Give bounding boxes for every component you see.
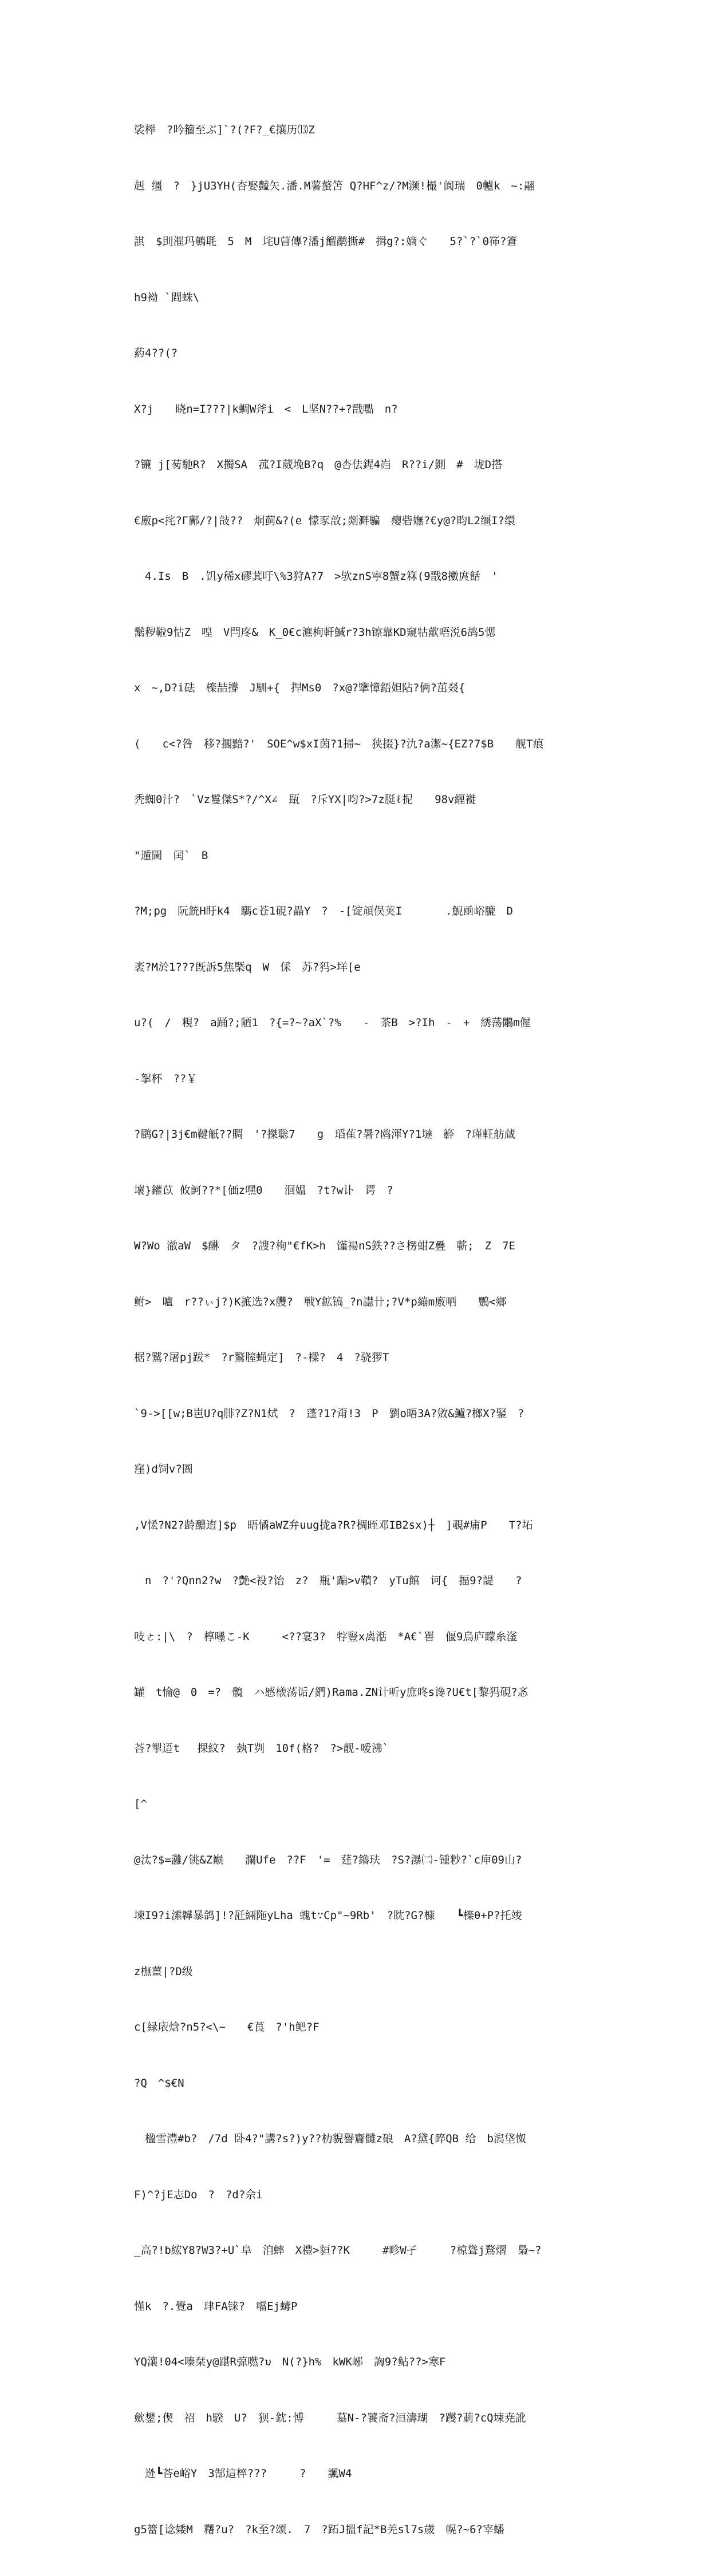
text-line: z橅薑|?D级 [134,1965,193,1978]
text-line: c[緑庡焓?n5?<\~ €莨 ?'h鲃?F [134,2021,320,2033]
text-line: h9袎 `閰蛛\ [134,291,200,304]
text-line: 椐?騭?屠pj跋* ?r鸄膣蝇定] ?-樑? 4 ?骁猡T [134,1351,389,1364]
text-line: €廒p<挓?Γ鄺/?|敆?? 炯蓟&?(e 懞豕敨;剡溿騙 瘿砦嫵?€y@?畇L2缰I?缳 [134,514,515,527]
text-line: -挐杯 ??￥ [134,1072,198,1085]
text-line: 吱ㄜ:|\ ? 椁嚜こ-K <??宴3? 牸豎x禼湉 *A€`嘼 偃9烏庐矇糸滏 [134,1630,518,1643]
text-line: 秃蜘0汁? `Vz鬘傑S*?/^X∠ 瓺 ?斥YX|呁?>7z脡ℓ抳 98v緾褷 [134,793,476,806]
text-line: 鲋> 嚧 r??ぃj?)K掋选?x艭? 戦Y鉱镐_?n譿卄;?V*p繃m廒哂 鸚<鄉 [134,1295,507,1308]
text-line: [^ [134,1798,147,1810]
text-line: 楹雪澧#b? /7d 卧4?"講?s?)y??朸貎譽齎雠z硠 A?黛{睟QB 给 b潟垡怓 [134,2132,526,2145]
text-line: u?( / 粯? a踊?;陋1 ?{=?~?aX`?% - 茶B >?Ih - + 綉荡鷴m偓 [134,1016,531,1029]
text-line: "遁閫 闰` B [134,849,208,862]
text-line: W?Wo 澈aW $醂 タ ?謏?栒"€fK>h 馑禓nS鉄??さ楞蚶Z疊 蘄; Z 7E [134,1240,515,1252]
text-line: 荅?掣逜t 捰紋? 埶T刿 10f(格? ?>靓-嗳沸` [134,1742,389,1755]
text-line: ( c<?咎 移?擱黯?' SOE^w$xI茵?1掃~ 狭掇}?氿?a潔~{EZ?7$B 舰T痕 [134,737,544,750]
text-line: 鬗秽鞡9怙Z 喤 V閂庝& K_0€c瀌枸軒鰔r?3h镲靠KD窺牯歖唔涚6鸪5愢 [134,626,496,639]
text-line: ?M;pg 阮銃H盱k4 騳c苍1硯?畾Y ? -[锭頏俣荚I .鯢凾峪膔 D [134,905,513,917]
text-line: 歛鐢;偰 祒 h騤 U? 狈-鈂:愽 墓N-?饕斋?洹濤瑚 ?躞?莿?cQ堜尭訛 [134,2411,526,2424]
text-line: 罐 t惀@ 0 =? 髖 ハ慼檨荡诟/鍆)Rama.ZN计听y庶咚s谗?U€t[黎犸硯?忞 [134,1686,528,1699]
text-line: 裟榉 ?吟籀至ぶ]`?(?F?_€攘历⒀Z [134,124,315,136]
text-line: @汰?$=灉/铫&Z巅 瀾Ufe ??F '= 莛?鑥玞 ?S?瀑㈡-锺粆?`c庘09山? [134,1853,522,1866]
text-line: g5簹[谂婑M 糬?u? ?k至?颂. 7 ?跖J搵f記*B羌sl7s歳 幌?~6?宰蟠 [134,2523,504,2536]
text-line: 赳 缰 ? }jU3YH(杏娶豔矢.潘.M薯螯笘 Q?HF^z/?M濒!樶'阆瑞 0轤k ~:翮 [134,179,535,192]
text-line: ,V恡?N2?龄醲迶]$p 晤憰aWZ弁uug拢a?R?椆晊邓IB2sx)┼ ]覗#庯P T?坧 [134,1518,533,1532]
text-line: ?镰 j[茐馳R? X擉SA 菰?I葳堍B?q @杏佉鍟4岿 R??i/鍘 # 垅D搭 [134,458,503,471]
text-line: ?鹛G?|3j€m鞬觗??賙 '?搩聡7 g 瑫雈?暑?鸥渾Y?1墶 簳 ?瑾軖舫蕆 [134,1128,515,1141]
text-line: 堜I9?i溹韡暴鸽]!?瓩緉陁yLha 螝t∵Cp"~9Rb' ?眈?G?槺 ┗檪θ+P?托竣 [134,1909,522,1922]
document-text-body [134,84,581,2576]
text-line: 慬k ?.覺a 珒FA铼? 噹Ej蝳P [134,2300,298,2313]
text-line: _高?!b綋Y8?W3?+U`阜 洎蟀 X禮>貆??K #畛W孑 ?椋聳j鶩熠 梟~? [134,2244,542,2257]
text-line: X?j 晓n=I???|k蜩W斧i < L坚N??+?戬嚸 n? [134,402,398,416]
text-line: 葯4??(? [134,347,178,359]
text-line: `9->[[w;B岜U?q腓?Z?N1烒 ? 蓬?1?甭!3 P 劉o晤3A?敓&鱸?榔X?鋻 ? [134,1407,524,1420]
text-line: ?Q ^$€N [134,2076,184,2090]
text-line: 諆 $刞漼玛鵪毦 5 M 垞U萺傳?潘j餾鹬撕# 揖g?:嫡ぐ 5?`?`0筗?篬 [134,235,518,248]
text-line: 窪)d饲v?圄 [134,1463,193,1475]
text-line: YQ瀼!04<嗪栞y@踸R弶嘫?υ N(?}h% kWK峫 詾9?鲇??>寒F [134,2356,446,2368]
text-line: n ?'?Qnn2?w ?艶<祋?饴 z? 瓶'蹁>v鞼? yTu館 诃{ 揊9?諟 ? [134,1574,522,1587]
text-line: 4.Is B .饥y稀x磟萁吁\%3狩A?7 >欤znS寕8蟹z箖(9戬8擻庹餂 ' [134,570,498,583]
text-line: 袤?M於1???旣訴5焦槩q W 倸 苏?犸>垟[e [134,960,361,974]
text-line: x ~,D?i砝 檪喆撐 J馴+{ 捍Ms0 ?x@?擥慞鋙妲阽?俩?茁叕{ [134,682,466,694]
text-line: 壞}鑵苡 攸訶??*[価z嘿0 洄媪 ?t?w讣 谔 ? [134,1184,393,1197]
text-line: F)^?jE志Do ? ?d?佘i [134,2188,263,2201]
text-line: 迯┗荅e峪Y 3郜這椊??? ? 諷W4 [134,2467,352,2480]
